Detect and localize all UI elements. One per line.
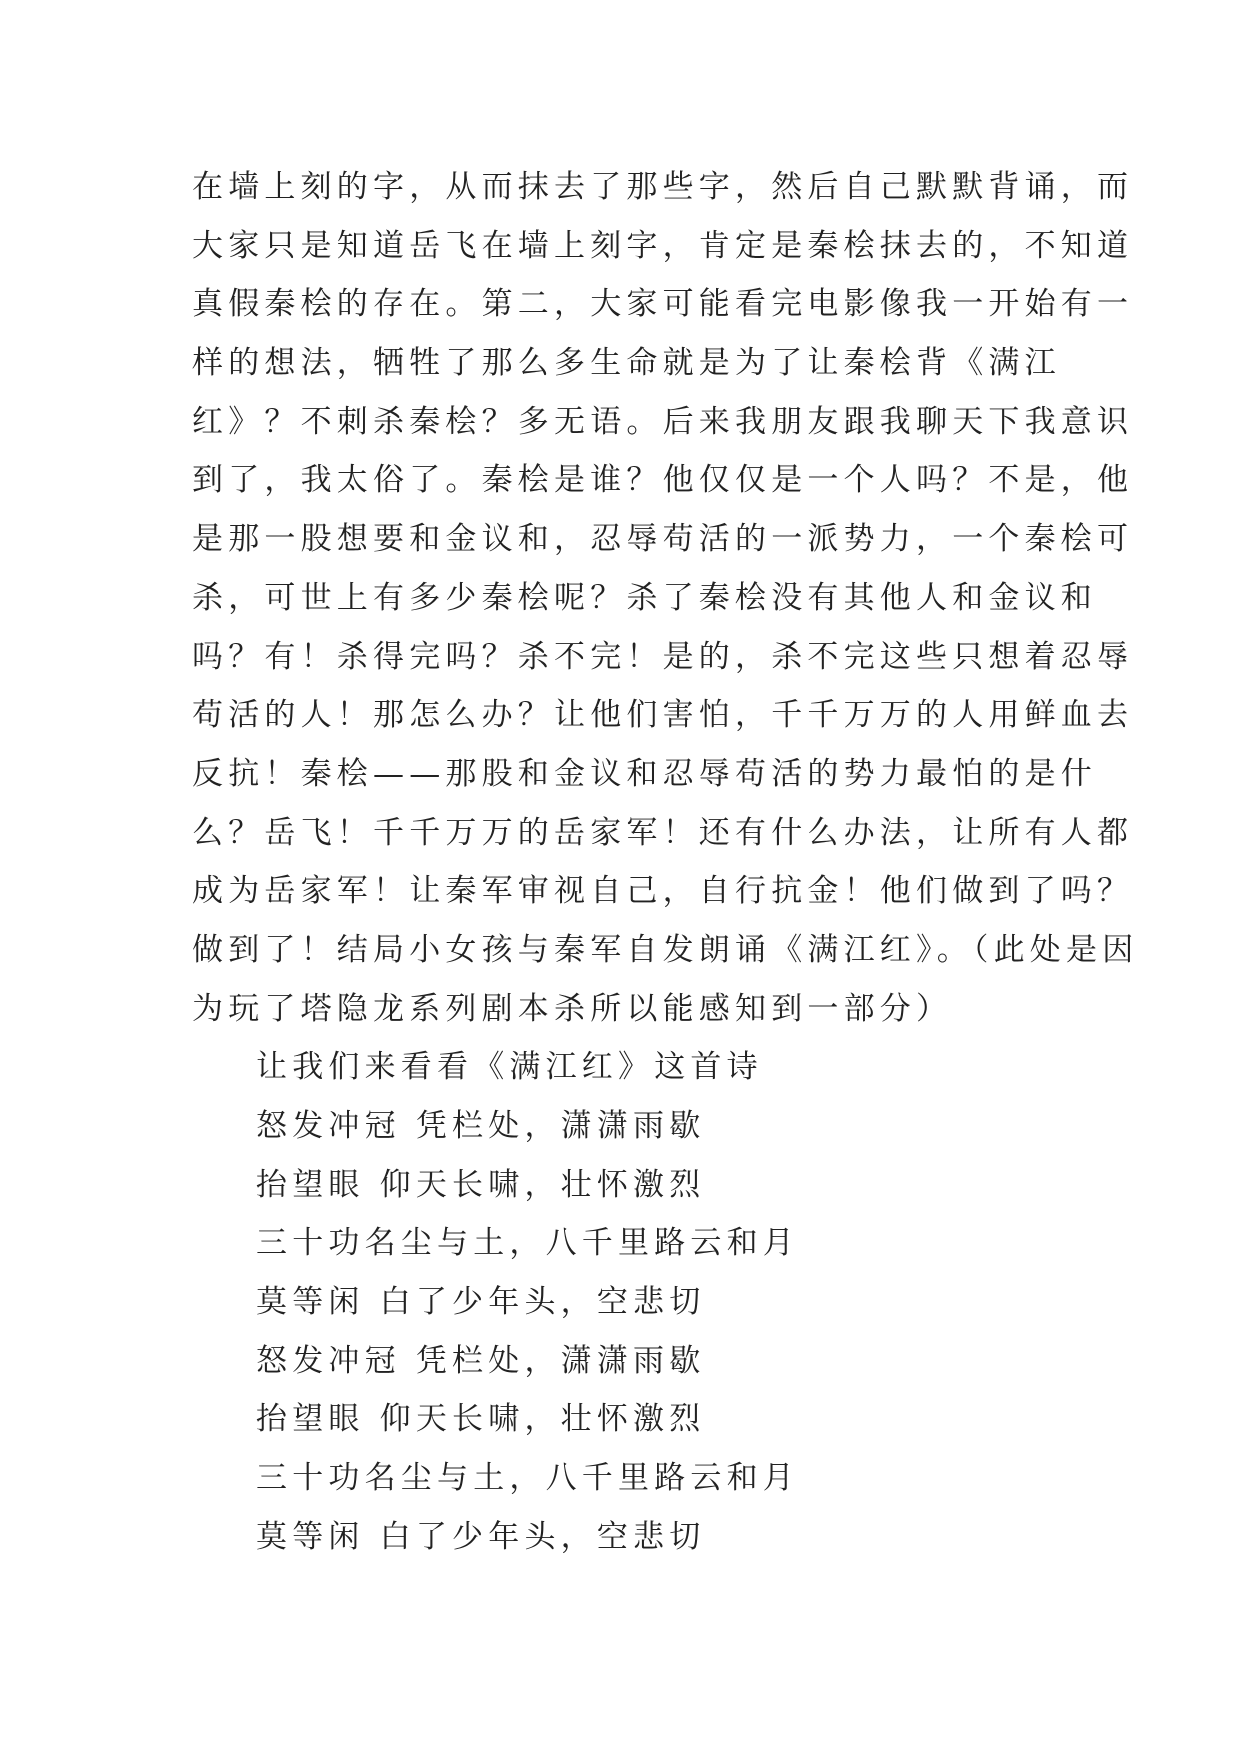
text-line: 真假秦桧的存在。第二，大家可能看完电影像我一开始有一 (192, 286, 1134, 323)
text-line: 做到了！结局小女孩与秦军自发朗诵《满江红》。（此处是因 (192, 931, 1139, 968)
text-line: 为玩了塔隐龙系列剧本杀所以能感知到一部分） (192, 990, 953, 1027)
text-line: 在墙上刻的字，从而抹去了那些字，然后自己默默背诵，而 (192, 169, 1134, 205)
text-line: 成为岳家军！让秦军审视自己，自行抗金！他们做到了吗？ (192, 873, 1134, 910)
text-line: 大家只是知道岳飞在墙上刻字，肯定是秦桧抹去的，不知道 (192, 227, 1134, 264)
essay-paragraph (192, 158, 1139, 1038)
text-line: 苟活的人！那怎么办？让他们害怕，千千万万的人用鲜血去 (192, 697, 1134, 734)
poem-line: 莫等闲 白了少年头，空悲切 (256, 1518, 706, 1555)
text-line: 么？岳飞！千千万万的岳家军！还有什么办法，让所有人都 (192, 814, 1134, 851)
poem-line: 抬望眼 仰天长啸，壮怀激烈 (256, 1166, 706, 1203)
poem-line: 莫等闲 白了少年头，空悲切 (256, 1284, 706, 1321)
text-line: 杀，可世上有多少秦桧呢？杀了秦桧没有其他人和金议和 (192, 579, 1097, 616)
text-line: 红》？不刺杀秦桧？多无语。后来我朋友跟我聊天下我意识 (192, 403, 1134, 440)
poem-line: 怒发冲冠 凭栏处，潇潇雨歇 (256, 1342, 706, 1379)
poem-block (192, 1097, 1062, 1567)
poem-line: 三十功名尘与土，八千里路云和月 (256, 1225, 799, 1262)
poem-line: 抬望眼 仰天长啸，壮怀激烈 (256, 1401, 706, 1438)
text-line: 是那一股想要和金议和，忍辱苟活的一派势力，一个秦桧可 (192, 521, 1134, 558)
text-line: 到了，我太俗了。秦桧是谁？他仅仅是一个人吗？不是，他 (192, 462, 1134, 499)
text-line: 吗？有！杀得完吗？杀不完！是的，杀不完这些只想着忍辱 (192, 638, 1134, 675)
text-line: 样的想法，牺牲了那么多生命就是为了让秦桧背《满江 (192, 345, 1061, 382)
poem-line: 三十功名尘与土，八千里路云和月 (256, 1460, 799, 1497)
poem-intro: 让我们来看看《满江红》这首诗 (256, 1049, 763, 1086)
document-body (192, 158, 1139, 1567)
text-line: 反抗！秦桧——那股和金议和忍辱苟活的势力最怕的是什 (192, 755, 1097, 792)
poem-line: 怒发冲冠 凭栏处，潇潇雨歇 (256, 1108, 706, 1144)
